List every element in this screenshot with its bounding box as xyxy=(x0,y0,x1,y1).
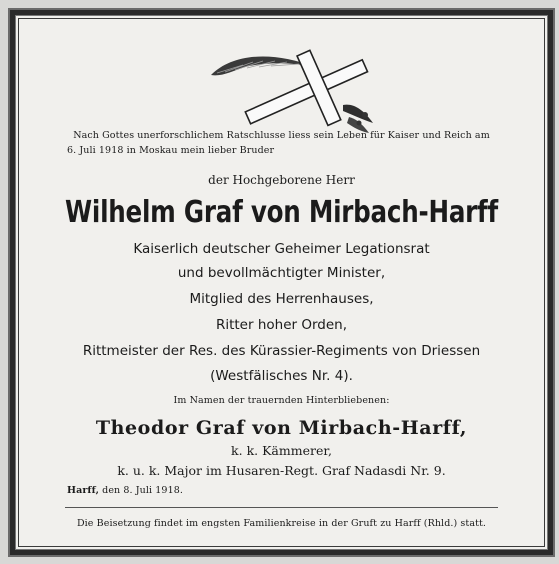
deceased-title-6: (Westfälisches Nr. 4). xyxy=(210,368,353,384)
date: den 8. Juli 1918. xyxy=(102,485,183,496)
deceased-title-5: Rittmeister der Res. des Kürassier-Regiments von Driessen xyxy=(82,343,481,359)
honorific-line: der Hochgeborene Herr xyxy=(208,173,355,187)
intro-line-1: Nach Gottes unerforschlichem Ratschlusse liess sein Leben für Kaiser und Reich am xyxy=(73,130,490,141)
signatory-title-2: k. u. k. Major im Husaren-Regt. Graf Nadasdi Nr. 9. xyxy=(117,463,446,478)
divider xyxy=(65,507,498,508)
intro-line-2: 6. Juli 1918 in Moskau mein lieber Bruder xyxy=(67,145,275,156)
signatory-name: Theodor Graf von Mirbach-Harff, xyxy=(95,417,468,439)
mourners-intro: Im Namen der trauernden Hinterbliebenen: xyxy=(173,395,390,406)
burial-note: Die Beisetzung findet im engsten Familienkreise in der Gruft zu Harff (Rhld.) statt. xyxy=(76,518,487,529)
signatory-title-1: k. k. Kämmerer, xyxy=(231,443,332,458)
deceased-title-2: und bevollmächtigter Minister, xyxy=(177,265,386,281)
place-date xyxy=(67,485,183,496)
place: Harff, xyxy=(67,485,100,496)
deceased-title-4: Ritter hoher Orden, xyxy=(215,317,348,333)
cross-and-palm-icon xyxy=(203,45,383,137)
death-notice-frame xyxy=(10,10,553,555)
deceased-name: Wilhelm Graf von Mirbach-Harff xyxy=(65,195,498,230)
deceased-title-3: Mitglied des Herrenhauses, xyxy=(189,291,374,307)
deceased-title-1: Kaiserlich deutscher Geheimer Legationsrat xyxy=(133,241,430,257)
